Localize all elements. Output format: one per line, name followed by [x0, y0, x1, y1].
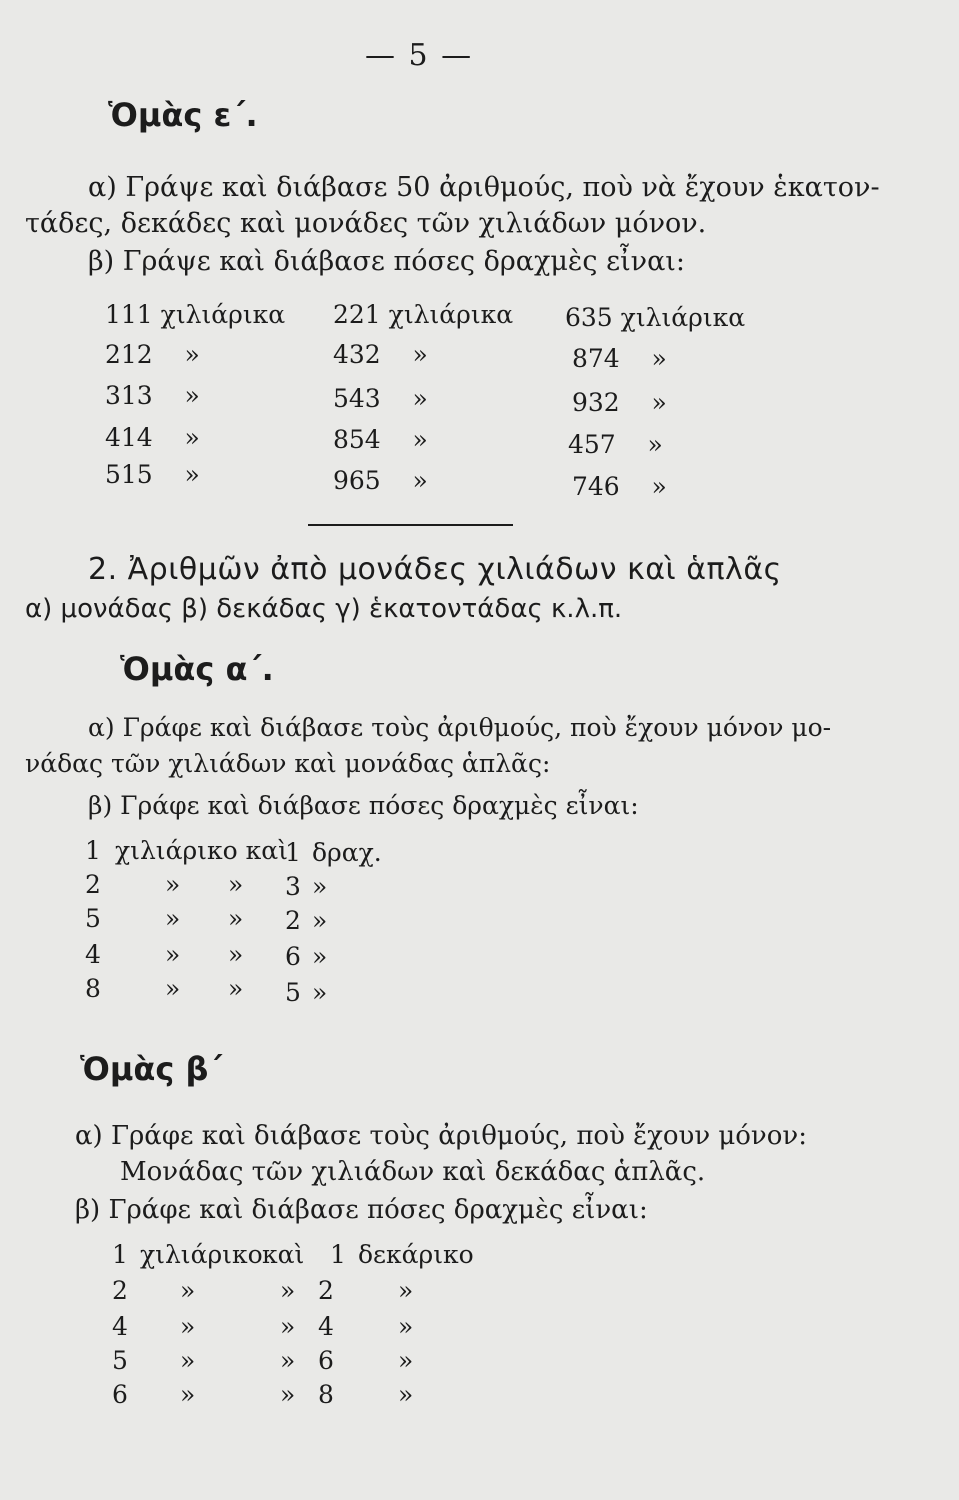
list-label: »	[312, 906, 328, 935]
section-2-heading-line1: 2. Ἀριθμῶν ἀπὸ μονάδες χιλιάδων καὶ ἁπλᾶς	[88, 552, 782, 587]
section-divider	[308, 524, 513, 526]
table-cell: 746 »	[572, 472, 667, 501]
table-cell: 313 »	[105, 381, 200, 410]
table-cell: 635 χιλιάρικα	[565, 303, 746, 332]
list-label: »	[280, 1380, 296, 1409]
list-label: καὶ	[262, 1240, 305, 1269]
list-label: χιλιάρικο	[140, 1240, 263, 1269]
table-cell: 457 »	[568, 430, 663, 459]
group-a-task-b: β) Γράφε καὶ διάβασε πόσες δραχμὲς εἶναι:	[88, 791, 639, 820]
list-number: 2	[285, 906, 301, 935]
list-number: 1	[330, 1240, 346, 1269]
table-cell: 932 »	[572, 388, 667, 417]
group-b-task-b: β) Γράφε καὶ διάβασε πόσες δραχμὲς εἶναι:	[75, 1195, 648, 1225]
list-label: »	[312, 978, 328, 1007]
group-a-title: Ὁμὰς α΄.	[120, 650, 274, 688]
list-label: » »	[165, 870, 244, 899]
group-b-task-a-line2: Μονάδας τῶν χιλιάδων καὶ δεκάδας ἁπλᾶς.	[120, 1157, 706, 1187]
group-a-task-a-line2: νάδας τῶν χιλιάδων καὶ μονάδας ἁπλᾶς:	[25, 749, 551, 778]
list-label: δραχ.	[312, 838, 382, 867]
list-label: δεκάρικο	[358, 1240, 474, 1269]
group-b-title: Ὁμὰς β΄	[80, 1050, 223, 1088]
list-label: »	[312, 942, 328, 971]
table-cell: 212 »	[105, 340, 200, 369]
list-number: 4	[85, 940, 101, 969]
list-label: »	[398, 1346, 414, 1375]
group-a-task-a-line1: α) Γράφε καὶ διάβασε τοὺς ἀριθμούς, ποὺ ἔχουν μόνον μο-	[88, 713, 832, 742]
list-label: »	[398, 1312, 414, 1341]
group-e-task-a-line1: α) Γράψε καὶ διάβασε 50 ἀριθμούς, ποὺ νὰ ἔχουν ἑκατον-	[88, 172, 880, 203]
list-number: 5	[112, 1346, 128, 1375]
list-label: »	[280, 1312, 296, 1341]
list-label: »	[180, 1312, 196, 1341]
group-e-task-a-line2: τάδες, δεκάδες καὶ μονάδες τῶν χιλιάδων μόνον.	[25, 208, 707, 239]
page-number: — 5 —	[365, 38, 474, 73]
table-cell: 874 »	[572, 344, 667, 373]
group-e-task-b: β) Γράψε καὶ διάβασε πόσες δραχμὲς εἶναι:	[88, 246, 685, 277]
list-number: 5	[285, 978, 301, 1007]
list-number: 4	[112, 1312, 128, 1341]
group-e-title: Ὁμὰς ε΄.	[108, 96, 258, 134]
list-label: »	[398, 1380, 414, 1409]
list-number: 2	[318, 1276, 334, 1305]
list-label: »	[280, 1276, 296, 1305]
list-number: 6	[285, 942, 301, 971]
list-label: » »	[165, 940, 244, 969]
list-number: 2	[85, 870, 101, 899]
table-cell: 111 χιλιάρικα	[105, 300, 286, 329]
list-label: »	[280, 1346, 296, 1375]
list-number: 2	[112, 1276, 128, 1305]
list-label: »	[180, 1346, 196, 1375]
list-number: 8	[85, 974, 101, 1003]
section-2-heading-line2: α) μονάδας β) δεκάδας γ) ἑκατοντάδας κ.λ.π.	[25, 594, 623, 624]
table-cell: 414 »	[105, 423, 200, 452]
table-cell: 854 »	[333, 425, 428, 454]
list-label: χιλιάρικο καὶ	[115, 836, 288, 865]
list-number: 8	[318, 1380, 334, 1409]
table-cell: 432 »	[333, 340, 428, 369]
list-number: 1	[285, 838, 301, 867]
list-number: 4	[318, 1312, 334, 1341]
list-label: » »	[165, 904, 244, 933]
table-cell: 221 χιλιάρικα	[333, 300, 514, 329]
list-number: 5	[85, 904, 101, 933]
table-cell: 515 »	[105, 460, 200, 489]
table-cell: 965 »	[333, 466, 428, 495]
list-number: 6	[318, 1346, 334, 1375]
list-number: 1	[112, 1240, 128, 1269]
list-number: 1	[85, 836, 101, 865]
list-number: 3	[285, 872, 301, 901]
list-label: » »	[165, 974, 244, 1003]
list-label: »	[180, 1276, 196, 1305]
group-b-task-a-line1: α) Γράφε καὶ διάβασε τοὺς ἀριθμούς, ποὺ ἔχουν μόνον:	[75, 1121, 807, 1151]
list-label: »	[398, 1276, 414, 1305]
list-label: »	[180, 1380, 196, 1409]
table-cell: 543 »	[333, 384, 428, 413]
list-number: 6	[112, 1380, 128, 1409]
list-label: »	[312, 872, 328, 901]
